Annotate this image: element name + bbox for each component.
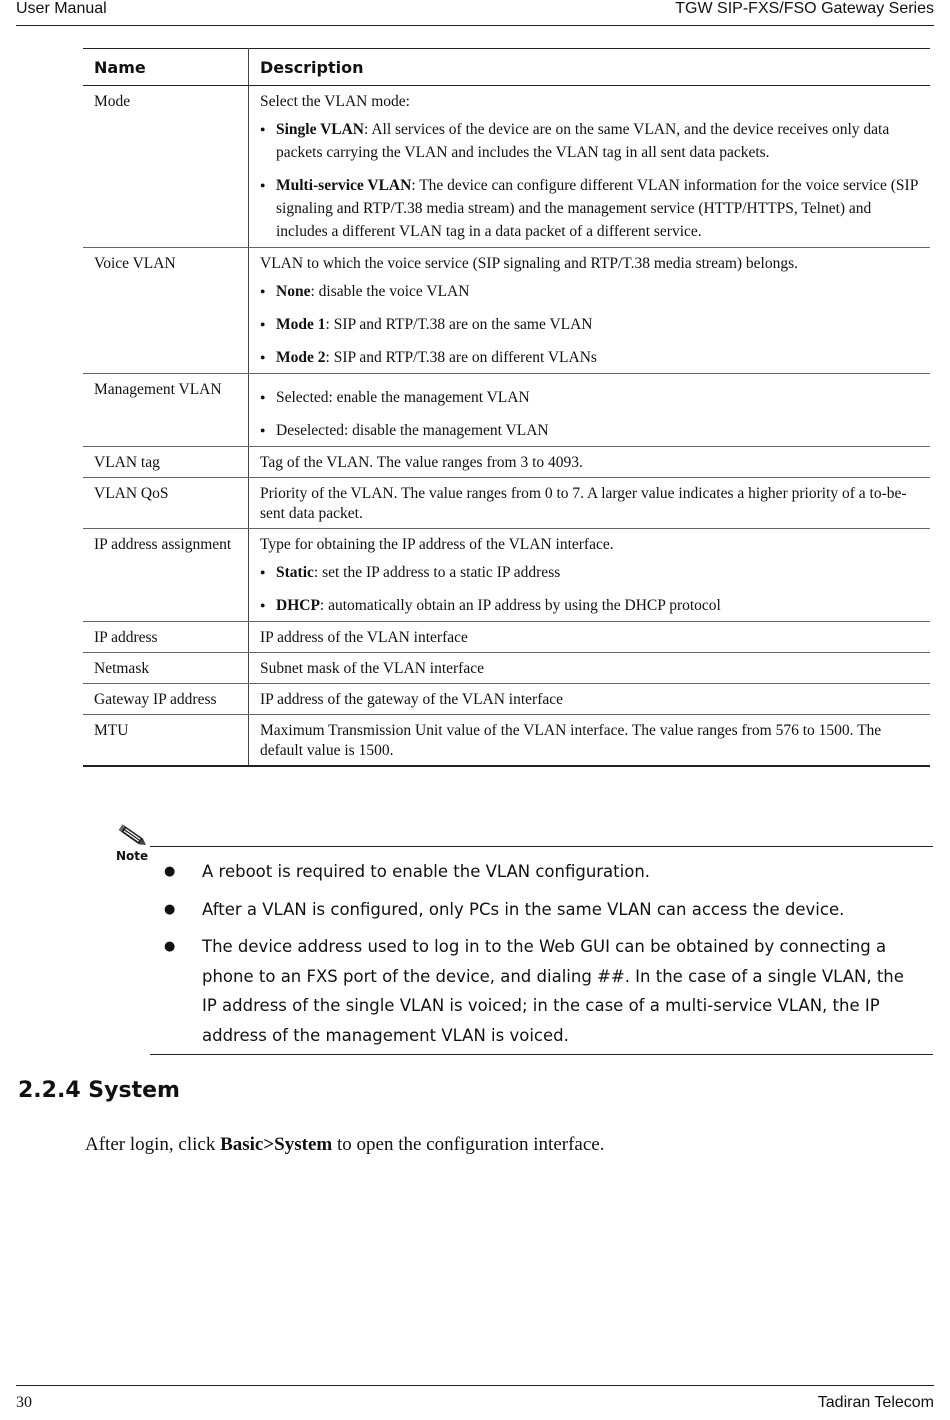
option-text: : The device can configure different VLAN information for the voice service (SIP signaling and RTP/T.38 media stream) and the management service (HTTP/HTTPS, Telnet) and includes a different VLAN tag in a data packet of a different service. (276, 177, 918, 240)
parameter-description (249, 447, 931, 478)
table-row (83, 248, 930, 374)
option-item (260, 118, 920, 164)
table-row (83, 529, 930, 622)
option-text: : SIP and RTP/T.38 are on the same VLAN (325, 316, 593, 333)
parameter-name: VLAN QoS (83, 478, 249, 529)
table-row (83, 622, 930, 653)
option-list (260, 280, 920, 369)
table-header-row (83, 49, 930, 86)
option-item (260, 561, 920, 584)
table-row (83, 86, 930, 248)
note-item: ● The device address used to log in to the Web GUI can be obtained by connecting a phone to an FXS port of the device, and dialing ##. In the case of a single VLAN, the IP address of the single VLAN is voiced; in the case of a multi-service VLAN, the IP address of the management VLAN is voiced. (150, 932, 920, 1050)
option-item (260, 594, 920, 617)
body-prefix: After login, click (85, 1134, 221, 1155)
option-list (260, 118, 920, 243)
note-item: ● A reboot is required to enable the VLAN configuration. (150, 857, 920, 887)
parameter-description (249, 529, 931, 622)
column-header-name: Name (83, 49, 249, 86)
option-text: Selected: enable the management VLAN (276, 389, 530, 406)
option-list (260, 386, 920, 442)
page-footer (16, 1385, 934, 1416)
section-body-text (85, 1134, 604, 1156)
page-number: 30 (16, 1394, 32, 1411)
description-text: VLAN to which the voice service (SIP signaling and RTP/T.38 media stream) belongs. (260, 255, 799, 272)
option-term: DHCP (276, 597, 320, 614)
parameter-description (249, 715, 931, 767)
table-row (83, 478, 930, 529)
option-item (260, 280, 920, 303)
option-text: : SIP and RTP/T.38 are on different VLANs (325, 349, 597, 366)
parameter-name: MTU (83, 715, 249, 767)
option-text: : set the IP address to a static IP address (313, 564, 561, 581)
note-label: Note (116, 849, 149, 863)
description-text: IP address of the VLAN interface (260, 629, 468, 646)
menu-path: Basic>System (220, 1134, 333, 1155)
option-item (260, 386, 920, 409)
parameter-name: VLAN tag (83, 447, 249, 478)
column-header-description: Description (249, 49, 931, 86)
parameter-name: Netmask (83, 653, 249, 684)
option-text: : disable the voice VLAN (310, 283, 470, 300)
option-item (260, 174, 920, 243)
description-text: IP address of the gateway of the VLAN interface (260, 691, 563, 708)
note-item: ● After a VLAN is configured, only PCs in the same VLAN can access the device. (150, 895, 920, 925)
parameter-name: IP address (83, 622, 249, 653)
parameter-description (249, 248, 931, 374)
option-list (260, 561, 920, 617)
table-row (83, 715, 930, 767)
option-item (260, 313, 920, 336)
table-row (83, 653, 930, 684)
option-item (260, 419, 920, 442)
description-text: Priority of the VLAN. The value ranges from 0 to 7. A larger value indicates a higher priority of a to-be-sent data packet. (260, 485, 907, 522)
description-text: Maximum Transmission Unit value of the VLAN interface. The value ranges from 576 to 1500. The default value is 1500. (260, 722, 882, 759)
parameter-description (249, 622, 931, 653)
option-item (260, 346, 920, 369)
header-manual-title: User Manual (16, 0, 107, 17)
parameter-description (249, 86, 931, 248)
parameter-description (249, 684, 931, 715)
option-term: Mode 2 (276, 349, 326, 366)
description-text: Subnet mask of the VLAN interface (260, 660, 484, 677)
description-text: Select the VLAN mode: (260, 93, 410, 110)
body-suffix: to open the configuration interface. (332, 1134, 605, 1155)
footer-company: Tadiran Telecom (817, 1394, 934, 1411)
option-text: : automatically obtain an IP address by using the DHCP protocol (319, 597, 721, 614)
parameter-name: Management VLAN (83, 374, 249, 447)
parameter-description (249, 478, 931, 529)
parameter-name: Gateway IP address (83, 684, 249, 715)
parameter-name: Voice VLAN (83, 248, 249, 374)
table-row (83, 684, 930, 715)
option-term: Single VLAN (276, 121, 364, 138)
page-header (16, 0, 934, 26)
vlan-parameter-table (83, 48, 930, 767)
note-box (150, 846, 933, 1055)
description-text: Tag of the VLAN. The value ranges from 3 to 4093. (260, 454, 583, 471)
parameter-description (249, 653, 931, 684)
option-text: : All services of the device are on the same VLAN, and the device receives only data packets carrying the VLAN and includes the VLAN tag in all sent data packets. (276, 121, 890, 161)
option-text: Deselected: disable the management VLAN (276, 422, 549, 439)
section-heading: 2.2.4 System (18, 1078, 180, 1103)
parameter-name: Mode (83, 86, 249, 248)
note-list (150, 857, 920, 1058)
parameter-description (249, 374, 931, 447)
header-product-series: TGW SIP-FXS/FSO Gateway Series (675, 0, 934, 17)
parameter-name: IP address assignment (83, 529, 249, 622)
table-row (83, 447, 930, 478)
table-row (83, 374, 930, 447)
option-term: Mode 1 (276, 316, 326, 333)
option-term: Static (276, 564, 314, 581)
description-text: Type for obtaining the IP address of the VLAN interface. (260, 536, 614, 553)
option-term: None (276, 283, 311, 300)
option-term: Multi-service VLAN (276, 177, 412, 194)
